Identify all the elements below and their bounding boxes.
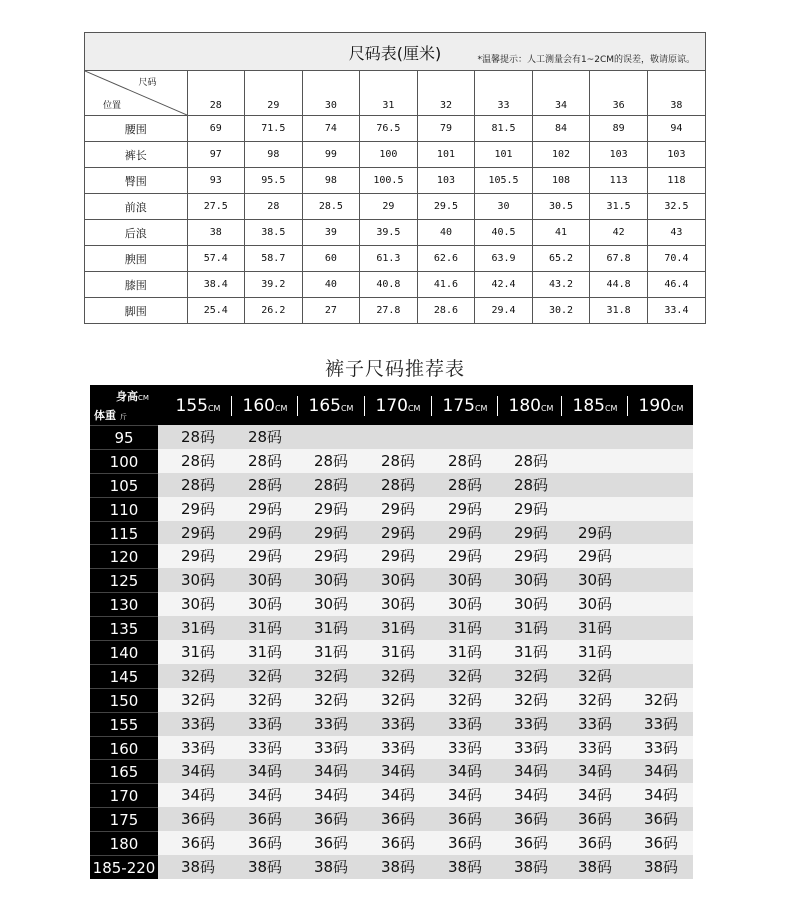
weight-label: 170	[90, 783, 158, 807]
recommend-size-cell: 30码	[180, 571, 216, 590]
size-value-cell: 38	[187, 220, 245, 246]
size-value-cell: 38.4	[187, 272, 245, 298]
recommend-size-cell: 38码	[577, 858, 613, 877]
size-header-cell: 29	[245, 71, 303, 116]
recommend-size-cell: 30码	[513, 595, 549, 614]
recommend-size-cell: 29码	[513, 523, 549, 542]
recommend-size-cell: 31码	[513, 643, 549, 662]
recommend-size-cell: 32码	[247, 666, 283, 685]
recommend-size-cell: 29码	[313, 547, 349, 566]
recommend-size-cell: 32码	[577, 666, 613, 685]
weight-label: 95	[90, 425, 158, 449]
size-value-cell: 89	[590, 116, 648, 142]
recommend-header	[90, 385, 693, 425]
recommend-size-cell: 36码	[447, 810, 483, 829]
recommend-size-cell: 38码	[247, 858, 283, 877]
size-value-cell: 40.5	[475, 220, 533, 246]
height-header-cell: 185CM	[572, 396, 618, 416]
size-chart-row	[85, 298, 705, 324]
recommend-size-cell: 31码	[513, 619, 549, 638]
recommend-size-cell: 29码	[180, 523, 216, 542]
recommend-body	[90, 425, 693, 879]
recommend-size-cell: 28码	[180, 475, 216, 494]
recommend-row	[90, 831, 693, 855]
size-chart	[84, 32, 706, 324]
size-value-cell: 46.4	[647, 272, 705, 298]
recommend-size-cell: 36码	[577, 810, 613, 829]
size-header-cell: 34	[532, 71, 590, 116]
recommend-size-cell: 29码	[180, 547, 216, 566]
size-header-cell: 30	[302, 71, 360, 116]
recommend-row	[90, 616, 693, 640]
size-value-cell: 29.5	[417, 194, 475, 220]
size-value-cell: 98	[302, 168, 360, 194]
size-row-label: 裤长	[85, 142, 187, 168]
recommend-row	[90, 807, 693, 831]
recommend-size-cell: 34码	[313, 786, 349, 805]
recommend-size-cell: 28码	[513, 475, 549, 494]
recommend-size-cell: 30码	[247, 571, 283, 590]
recommend-size-cell: 32码	[380, 690, 416, 709]
corner-position-label: 位置	[103, 101, 122, 111]
recommend-size-cell: 33码	[247, 714, 283, 733]
size-value-cell: 105.5	[475, 168, 533, 194]
size-value-cell: 98	[245, 142, 303, 168]
recommend-row	[90, 712, 693, 736]
recommend-size-cell: 36码	[643, 834, 679, 853]
recommend-size-cell: 33码	[180, 738, 216, 757]
recommend-size-cell: 28码	[313, 475, 349, 494]
size-value-cell: 41.6	[417, 272, 475, 298]
recommend-size-cell: 32码	[380, 666, 416, 685]
size-value-cell: 101	[417, 142, 475, 168]
recommend-size-cell: 36码	[643, 810, 679, 829]
recommend-size-cell: 33码	[447, 714, 483, 733]
size-value-cell: 62.6	[417, 246, 475, 272]
size-chart-corner	[85, 71, 187, 116]
size-value-cell: 40.8	[360, 272, 418, 298]
recommend-size-cell: 29码	[380, 499, 416, 518]
recommend-size-cell: 30码	[313, 571, 349, 590]
recommend-size-cell: 33码	[380, 738, 416, 757]
recommend-row	[90, 425, 693, 449]
recommend-size-cell: 36码	[313, 810, 349, 829]
recommend-size-cell: 30码	[247, 595, 283, 614]
recommend-row	[90, 664, 693, 688]
recommend-size-cell: 34码	[180, 786, 216, 805]
recommend-size-cell: 31码	[313, 619, 349, 638]
recommend-size-cell: 34码	[247, 786, 283, 805]
size-chart-row	[85, 272, 705, 298]
size-value-cell: 38.5	[245, 220, 303, 246]
size-value-cell: 61.3	[360, 246, 418, 272]
recommend-size-cell: 28码	[447, 475, 483, 494]
recommend-size-cell: 36码	[180, 810, 216, 829]
recommend-size-cell: 28码	[180, 451, 216, 470]
recommend-size-cell: 38码	[380, 858, 416, 877]
recommend-size-cell: 33码	[247, 738, 283, 757]
recommend-size-cell: 32码	[180, 690, 216, 709]
recommend-size-cell: 34码	[447, 786, 483, 805]
recommend-size-cell: 30码	[313, 595, 349, 614]
size-chart-title: 尺码表(厘米)	[348, 44, 442, 63]
size-value-cell: 30	[475, 194, 533, 220]
size-header-cell: 28	[187, 71, 245, 116]
size-row-label: 后浪	[85, 220, 187, 246]
height-header-cell: 175CM	[442, 396, 488, 416]
size-row-label: 腰围	[85, 116, 187, 142]
recommend-size-cell: 31码	[313, 643, 349, 662]
size-value-cell: 60	[302, 246, 360, 272]
weight-label: 100	[90, 449, 158, 473]
recommend-size-cell: 28码	[247, 475, 283, 494]
weight-label: 105	[90, 473, 158, 497]
size-header-cell: 31	[360, 71, 418, 116]
recommend-row	[90, 736, 693, 760]
recommend-size-cell: 33码	[577, 714, 613, 733]
height-header-cell: 155CM	[175, 396, 221, 416]
weight-label: 175	[90, 807, 158, 831]
recommend-size-cell: 31码	[380, 643, 416, 662]
recommend-size-cell: 29码	[247, 523, 283, 542]
weight-label: 120	[90, 544, 158, 568]
weight-label: 115	[90, 521, 158, 545]
size-value-cell: 43	[647, 220, 705, 246]
recommend-row	[90, 521, 693, 545]
size-value-cell: 94	[647, 116, 705, 142]
recommend-size-cell: 36码	[447, 834, 483, 853]
recommend-table	[90, 385, 693, 879]
height-header-cell: 180CM	[508, 396, 554, 416]
weight-label: 135	[90, 616, 158, 640]
recommend-size-cell: 28码	[313, 451, 349, 470]
size-row-label: 臀围	[85, 168, 187, 194]
size-value-cell: 71.5	[245, 116, 303, 142]
size-chart-row	[85, 220, 705, 246]
header-separator	[627, 396, 628, 416]
size-value-cell: 31.5	[590, 194, 648, 220]
recommend-size-cell: 30码	[180, 595, 216, 614]
recommend-size-cell: 31码	[577, 619, 613, 638]
size-value-cell: 28	[245, 194, 303, 220]
recommend-row	[90, 783, 693, 807]
header-separator	[231, 396, 232, 416]
recommend-row	[90, 473, 693, 497]
recommend-title: 裤子尺码推荐表	[324, 358, 465, 380]
size-value-cell: 108	[532, 168, 590, 194]
recommend-size-cell: 31码	[180, 619, 216, 638]
size-header-cell: 32	[417, 71, 475, 116]
size-value-cell: 26.2	[245, 298, 303, 324]
height-header-cell: 170CM	[375, 396, 421, 416]
size-value-cell: 31.8	[590, 298, 648, 324]
weight-label: 140	[90, 640, 158, 664]
recommend-size-cell: 29码	[380, 523, 416, 542]
header-separator	[561, 396, 562, 416]
size-value-cell: 70.4	[647, 246, 705, 272]
size-value-cell: 39.5	[360, 220, 418, 246]
recommend-size-cell: 28码	[380, 451, 416, 470]
size-value-cell: 29.4	[475, 298, 533, 324]
recommend-size-cell: 28码	[247, 428, 283, 446]
size-value-cell: 118	[647, 168, 705, 194]
size-value-cell: 29	[360, 194, 418, 220]
weight-label: 180	[90, 831, 158, 855]
recommend-size-cell: 29码	[180, 499, 216, 518]
recommend-size-cell: 29码	[247, 499, 283, 518]
size-value-cell: 103	[417, 168, 475, 194]
size-value-cell: 44.8	[590, 272, 648, 298]
recommend-size-cell: 33码	[577, 738, 613, 757]
size-value-cell: 30.5	[532, 194, 590, 220]
recommend-size-cell: 29码	[380, 547, 416, 566]
size-value-cell: 42	[590, 220, 648, 246]
recommend-size-cell: 31码	[247, 643, 283, 662]
recommend-size-cell: 33码	[180, 714, 216, 733]
recommend-size-cell: 31码	[577, 643, 613, 662]
recommend-size-cell: 33码	[643, 714, 679, 733]
recommend-size-cell: 33码	[513, 714, 549, 733]
size-value-cell: 28.6	[417, 298, 475, 324]
recommend-size-cell: 34码	[313, 762, 349, 781]
recommend-size-cell: 38码	[643, 858, 679, 877]
recommend-size-cell: 36码	[247, 810, 283, 829]
recommend-row	[90, 568, 693, 592]
weight-label: 130	[90, 592, 158, 616]
size-row-label: 脚围	[85, 298, 187, 324]
size-value-cell: 81.5	[475, 116, 533, 142]
recommend-size-cell: 34码	[513, 786, 549, 805]
recommend-size-cell: 32码	[313, 666, 349, 685]
height-header-cell: 165CM	[308, 396, 354, 416]
size-chart-header	[85, 33, 705, 71]
recommend-size-cell: 28码	[247, 451, 283, 470]
size-value-cell: 28.5	[302, 194, 360, 220]
corner-weight-label: 体重 斤	[94, 409, 127, 422]
recommend-row	[90, 640, 693, 664]
recommend-size-cell: 33码	[513, 738, 549, 757]
recommend-size-cell: 38码	[447, 858, 483, 877]
size-value-cell: 79	[417, 116, 475, 142]
recommend-size-cell: 32码	[513, 666, 549, 685]
size-value-cell: 100.5	[360, 168, 418, 194]
recommend-size-cell: 28码	[380, 475, 416, 494]
size-value-cell: 74	[302, 116, 360, 142]
size-value-cell: 99	[302, 142, 360, 168]
size-chart-row	[85, 116, 705, 142]
size-value-cell: 30.2	[532, 298, 590, 324]
size-value-cell: 39.2	[245, 272, 303, 298]
weight-label: 125	[90, 568, 158, 592]
weight-label: 165	[90, 759, 158, 783]
recommend-size-cell: 29码	[577, 547, 613, 566]
recommend-size-cell: 36码	[380, 810, 416, 829]
corner-height-label: 身高CM	[116, 390, 149, 403]
height-header-cell: 190CM	[638, 396, 684, 416]
recommend-size-cell: 30码	[513, 571, 549, 590]
recommend-size-cell: 34码	[577, 786, 613, 805]
recommend-size-cell: 29码	[447, 499, 483, 518]
recommend-row	[90, 449, 693, 473]
size-value-cell: 103	[647, 142, 705, 168]
weight-label: 155	[90, 712, 158, 736]
size-row-label: 前浪	[85, 194, 187, 220]
recommend-size-cell: 29码	[247, 547, 283, 566]
size-chart-row	[85, 194, 705, 220]
size-value-cell: 41	[532, 220, 590, 246]
recommend-size-cell: 28码	[513, 451, 549, 470]
size-value-cell: 42.4	[475, 272, 533, 298]
weight-label: 150	[90, 688, 158, 712]
size-value-cell: 103	[590, 142, 648, 168]
size-row-label: 膝围	[85, 272, 187, 298]
size-value-cell: 27.8	[360, 298, 418, 324]
recommend-size-cell: 32码	[313, 690, 349, 709]
size-value-cell: 43.2	[532, 272, 590, 298]
recommend-size-cell: 30码	[380, 595, 416, 614]
recommend-size-cell: 34码	[577, 762, 613, 781]
size-value-cell: 65.2	[532, 246, 590, 272]
size-value-cell: 95.5	[245, 168, 303, 194]
recommend-size-cell: 36码	[380, 834, 416, 853]
recommend-size-cell: 31码	[247, 619, 283, 638]
recommend-size-cell: 32码	[513, 690, 549, 709]
recommend-size-cell: 29码	[513, 547, 549, 566]
recommend-size-cell: 36码	[247, 834, 283, 853]
recommend-row	[90, 544, 693, 568]
weight-label: 185-220	[90, 855, 158, 879]
corner-diagonal	[85, 71, 187, 115]
recommend-size-cell: 33码	[380, 714, 416, 733]
size-value-cell: 101	[475, 142, 533, 168]
weight-label: 110	[90, 497, 158, 521]
size-chart-row	[85, 246, 705, 272]
size-chart-row	[85, 142, 705, 168]
recommend-size-cell: 30码	[577, 571, 613, 590]
recommend-row	[90, 759, 693, 783]
header-separator	[431, 396, 432, 416]
header-separator	[297, 396, 298, 416]
size-value-cell: 39	[302, 220, 360, 246]
size-value-cell: 27.5	[187, 194, 245, 220]
recommend-row	[90, 688, 693, 712]
size-value-cell: 32.5	[647, 194, 705, 220]
header-separator	[364, 396, 365, 416]
recommend-size-cell: 34码	[247, 762, 283, 781]
recommend-size-cell: 34码	[643, 786, 679, 805]
size-header-cell: 38	[647, 71, 705, 116]
size-value-cell: 33.4	[647, 298, 705, 324]
size-chart-row	[85, 168, 705, 194]
recommend-size-cell: 28码	[447, 451, 483, 470]
size-chart-table	[85, 71, 705, 323]
recommend-size-cell: 33码	[313, 714, 349, 733]
recommend-size-cell: 33码	[313, 738, 349, 757]
recommend-size-cell: 36码	[513, 834, 549, 853]
size-header-cell: 36	[590, 71, 648, 116]
header-separator	[497, 396, 498, 416]
size-header-cell: 33	[475, 71, 533, 116]
recommend-size-cell: 36码	[313, 834, 349, 853]
weight-label: 145	[90, 664, 158, 688]
recommend-size-cell: 34码	[380, 786, 416, 805]
recommend-size-cell: 32码	[447, 666, 483, 685]
recommend-size-cell: 32码	[643, 690, 679, 709]
recommend-size-cell: 33码	[447, 738, 483, 757]
size-value-cell: 84	[532, 116, 590, 142]
size-value-cell: 40	[302, 272, 360, 298]
recommend-size-cell: 33码	[643, 738, 679, 757]
recommend-size-cell: 29码	[447, 523, 483, 542]
size-value-cell: 113	[590, 168, 648, 194]
recommend-size-cell: 34码	[180, 762, 216, 781]
size-value-cell: 93	[187, 168, 245, 194]
recommend-size-cell: 36码	[513, 810, 549, 829]
recommend-size-cell: 32码	[180, 666, 216, 685]
size-row-label: 腴围	[85, 246, 187, 272]
corner-size-label: 尺码	[138, 78, 157, 88]
recommend-size-cell: 29码	[513, 499, 549, 518]
recommend-size-cell: 30码	[380, 571, 416, 590]
recommend-size-cell: 31码	[447, 619, 483, 638]
recommend-size-cell: 34码	[380, 762, 416, 781]
recommend-row	[90, 497, 693, 521]
recommend-size-cell: 31码	[447, 643, 483, 662]
recommend-size-cell: 29码	[313, 499, 349, 518]
size-value-cell: 69	[187, 116, 245, 142]
recommend-size-cell: 29码	[313, 523, 349, 542]
height-header-cell: 160CM	[242, 396, 288, 416]
recommend-size-cell: 30码	[577, 595, 613, 614]
size-value-cell: 25.4	[187, 298, 245, 324]
recommend-size-cell: 32码	[247, 690, 283, 709]
size-value-cell: 58.7	[245, 246, 303, 272]
size-value-cell: 102	[532, 142, 590, 168]
size-value-cell: 40	[417, 220, 475, 246]
recommend-size-cell: 29码	[447, 547, 483, 566]
recommend-row	[90, 855, 693, 879]
recommend-size-cell: 32码	[447, 690, 483, 709]
size-value-cell: 63.9	[475, 246, 533, 272]
size-value-cell: 76.5	[360, 116, 418, 142]
recommend-size-cell: 31码	[180, 643, 216, 662]
recommend-size-cell: 34码	[643, 762, 679, 781]
recommend-corner	[90, 385, 160, 425]
size-chart-note: *温馨提示：人工测量会有1~2CM的误差，敬请原谅。	[477, 55, 695, 65]
recommend-size-cell: 34码	[447, 762, 483, 781]
size-value-cell: 27	[302, 298, 360, 324]
recommend-size-cell: 38码	[313, 858, 349, 877]
weight-label: 160	[90, 736, 158, 760]
recommend-size-cell: 34码	[513, 762, 549, 781]
recommend-size-cell: 31码	[380, 619, 416, 638]
recommend-row	[90, 592, 693, 616]
recommend-size-cell: 30码	[447, 595, 483, 614]
recommend-size-cell: 38码	[180, 858, 216, 877]
recommend-size-cell: 36码	[577, 834, 613, 853]
recommend-size-cell: 38码	[513, 858, 549, 877]
recommend-size-cell: 29码	[577, 523, 613, 542]
size-value-cell: 57.4	[187, 246, 245, 272]
size-value-cell: 97	[187, 142, 245, 168]
size-value-cell: 67.8	[590, 246, 648, 272]
recommend-size-cell: 28码	[180, 428, 216, 446]
recommend-size-cell: 32码	[577, 690, 613, 709]
recommend-size-cell: 30码	[447, 571, 483, 590]
size-value-cell: 100	[360, 142, 418, 168]
recommend-size-cell: 36码	[180, 834, 216, 853]
